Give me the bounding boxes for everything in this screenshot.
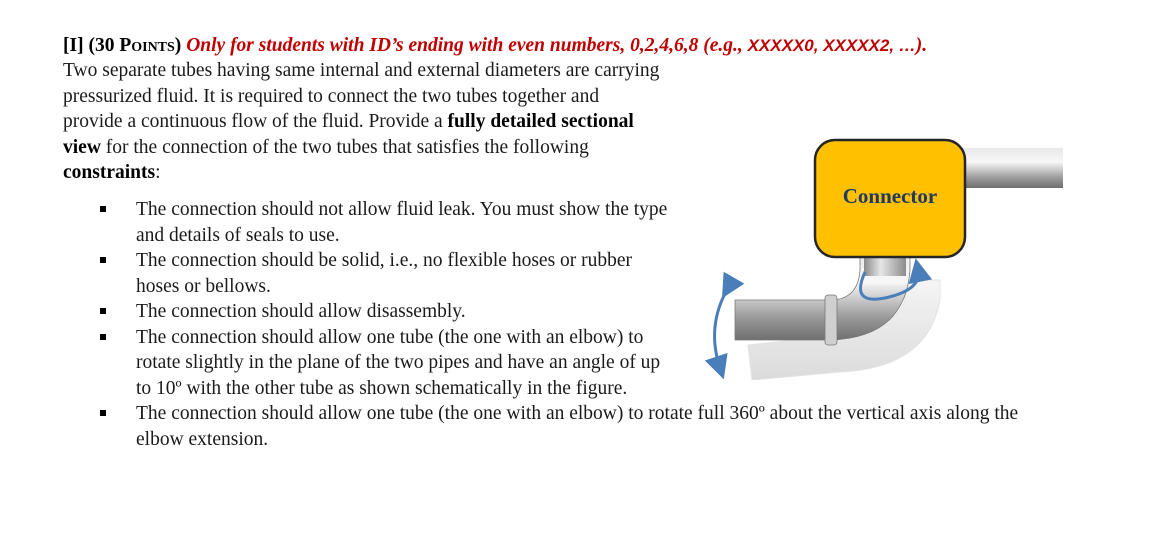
constraint-item: The connection should allow disassembly. <box>92 299 676 325</box>
connector-figure <box>700 130 1080 380</box>
bullet-icon <box>100 257 106 263</box>
connector-label: Connector <box>842 184 938 208</box>
bullet-icon <box>100 308 106 314</box>
bullet-icon <box>100 206 106 212</box>
problem-statement: Two separate tubes having same internal and external diameters are carrying pressurized fluid. It is required to connect the two tubes together and provide a continuous flow of the fluid. Provide a fully detailed sectional view for the connection of the two tubes that satisfies the following constraints: <box>63 60 660 183</box>
constraint-item: The connection should be solid, i.e., no flexible hoses or rubber hoses or bellows. <box>92 248 676 299</box>
eligibility-note: Only for students with ID’s ending with even numbers, 0,2,4,6,8 (e.g., XXXXX0, XXXXX2, …). <box>186 35 928 56</box>
question-points: (30 Points) <box>88 35 182 56</box>
question-heading <box>63 34 927 58</box>
connector-block <box>815 140 965 257</box>
constraint-item: The connection should allow one tube (the one with an elbow) to rotate full 360º about the vertical axis along the elbow extension. <box>92 401 1052 452</box>
question-number: [I] <box>63 35 84 56</box>
outlet-pipe <box>955 148 1063 188</box>
in-plane-rotation-arrow <box>715 288 728 368</box>
bullet-icon <box>100 334 106 340</box>
constraint-item: The connection should not allow fluid leak. You must show the type and details of seals to use. <box>92 197 676 248</box>
bullet-icon <box>100 410 106 416</box>
constraint-item: The connection should allow one tube (the one with an elbow) to rotate slightly in the plane of the two pipes and have an angle of up to 10º with the other tube as shown schematically in the figure. <box>92 325 676 402</box>
